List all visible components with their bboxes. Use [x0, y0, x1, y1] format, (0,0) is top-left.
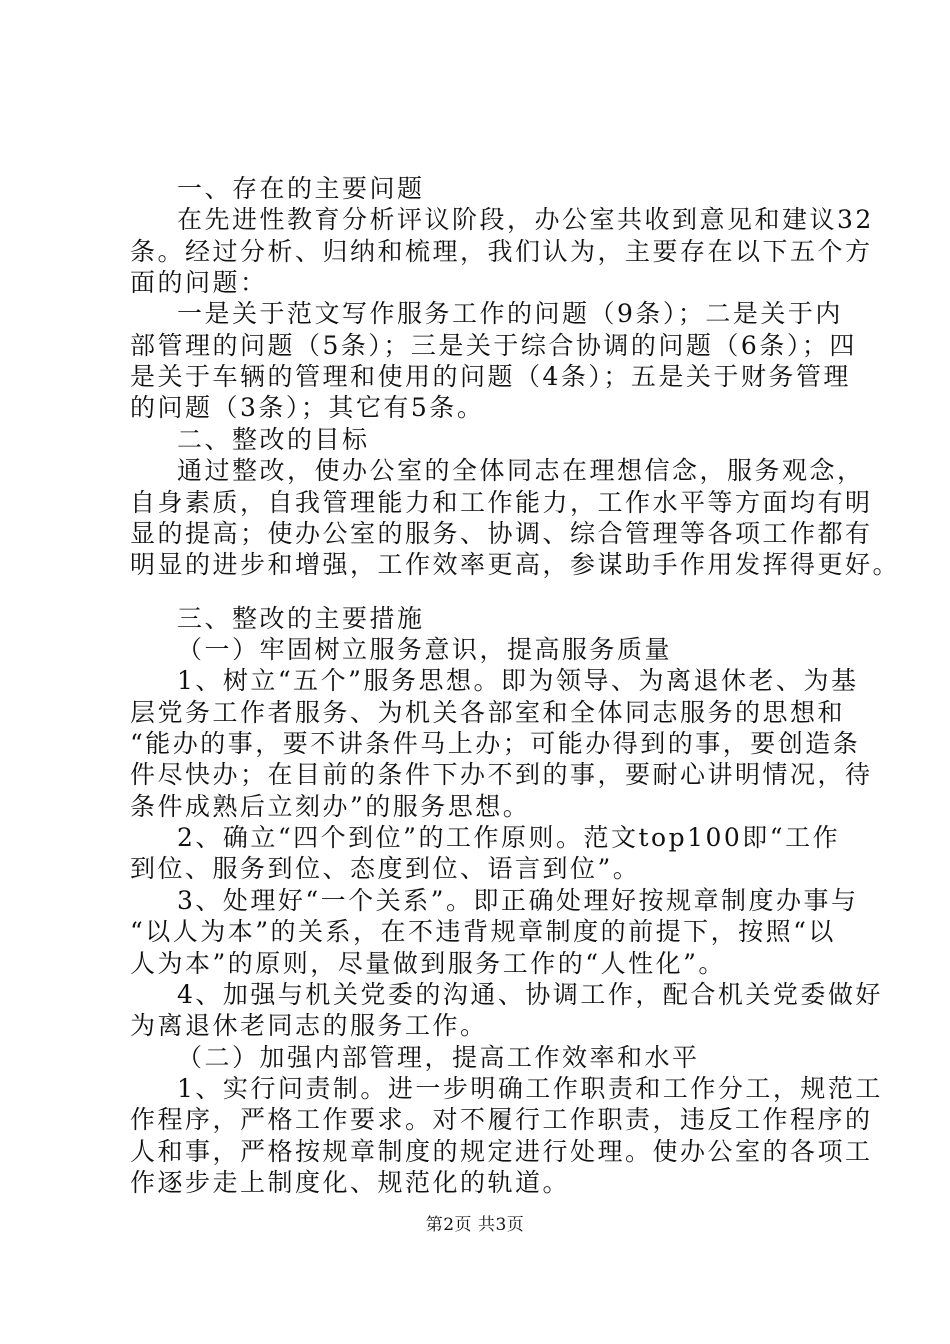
body-line: 作逐步走上制度化、规范化的轨道。: [130, 1168, 571, 1197]
body-line: 一是关于范文写作服务工作的问题（9条）；二是关于内: [177, 299, 843, 328]
body-line: 作程序，严格工作要求。对不履行工作职责，违反工作程序的: [130, 1105, 873, 1134]
body-line: 到位、服务到位、态度到位、语言到位”。: [130, 854, 641, 883]
body-line: 是关于车辆的管理和使用的问题（4条）；五是关于财务管理: [130, 362, 851, 391]
subheading-service: （一）牢固树立服务意识，提高服务质量: [177, 635, 673, 664]
body-line: 1、树立“五个”服务思想。即为领导、为离退休老、为基: [177, 666, 859, 695]
body-line: “以人为本”的关系，在不违背规章制度的前提下，按照“以: [130, 917, 836, 946]
body-line: 的问题（3条）；其它有5条。: [130, 393, 485, 422]
body-line: 条件成熟后立刻办”的服务思想。: [130, 792, 531, 821]
body-line: 自身素质，自我管理能力和工作能力，工作水平等方面均有明: [130, 488, 873, 517]
body-line: 面的问题：: [130, 268, 268, 297]
subheading-management: （二）加强内部管理，提高工作效率和水平: [177, 1043, 700, 1072]
body-line: 在先进性教育分析评议阶段，办公室共收到意见和建议32: [177, 205, 874, 234]
body-line: 为离退休老同志的服务工作。: [130, 1011, 488, 1040]
heading-problems: 一、存在的主要问题: [177, 174, 425, 203]
body-line: 通过整改，使办公室的全体同志在理想信念，服务观念，: [177, 456, 865, 485]
body-line: 明显的进步和增强，工作效率更高，参谋助手作用发挥得更好。: [130, 550, 901, 579]
body-line: 人和事，严格按规章制度的规定进行处理。使办公室的各项工: [130, 1137, 873, 1166]
body-line: 层党务工作者服务、为机关各部室和全体同志服务的思想和: [130, 698, 846, 727]
body-line: 条。经过分析、归纳和梳理，我们认为，主要存在以下五个方: [130, 237, 873, 266]
page-number-footer: 第2页 共3页: [425, 1215, 525, 1235]
body-line: 人为本”的原则，尽量做到服务工作的“人性化”。: [130, 949, 726, 978]
body-line: 1、实行问责制。进一步明确工作职责和工作分工，规范工: [177, 1074, 883, 1103]
body-line: 部管理的问题（5条）；三是关于综合协调的问题（6条）；四: [130, 331, 857, 360]
body-line: 显的提高；使办公室的服务、协调、综合管理等各项工作都有: [130, 519, 873, 548]
body-line: 2、确立“四个到位”的工作原则。范文top100即“工作: [177, 823, 841, 852]
body-line: 4、加强与机关党委的沟通、协调工作，配合机关党委做好: [177, 980, 883, 1009]
heading-goals: 二、整改的目标: [177, 425, 370, 454]
heading-measures: 三、整改的主要措施: [177, 604, 425, 633]
body-line: 3、处理好“一个关系”。即正确处理好按规章制度办事与: [177, 886, 859, 915]
body-line: “能办的事，要不讲条件马上办；可能办得到的事，要创造条: [130, 729, 861, 758]
body-line: 件尽快办；在目前的条件下办不到的事，要耐心讲明情况，待: [130, 760, 873, 789]
